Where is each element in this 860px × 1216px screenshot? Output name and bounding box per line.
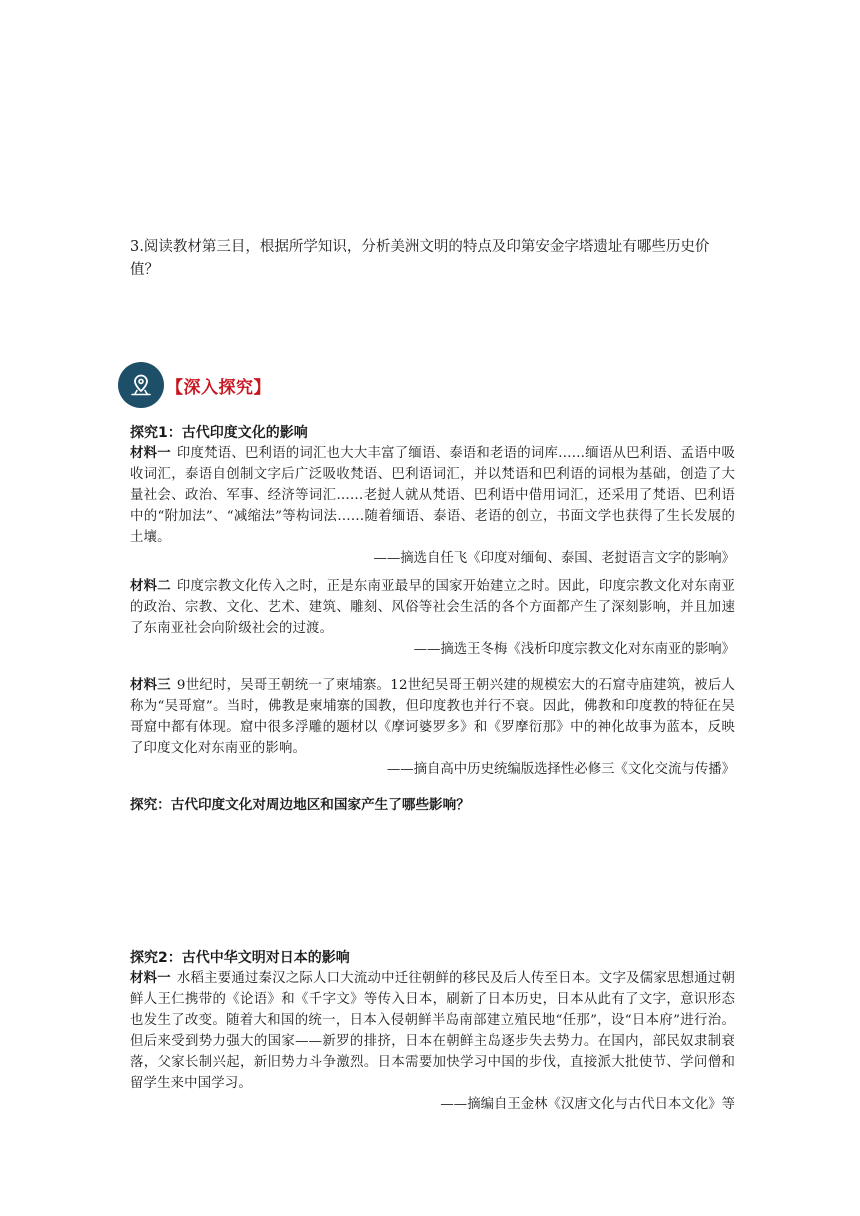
material-label: 材料一 (130, 971, 171, 986)
material-label: 材料一 (130, 446, 171, 461)
material-label: 材料三 (130, 678, 171, 693)
question-3: 3.阅读教材第三目，根据所学知识，分析美洲文明的特点及印第安金字塔遗址有哪些历史价值？ (130, 238, 710, 278)
material-source: ——摘选自任飞《印度对缅甸、泰国、老挝语言文字的影响》 (373, 551, 735, 566)
material-text: 印度宗教文化传入之时，正是东南亚最早的国家开始建立之时。因此，印度宗教文化对东南亚的政治、宗教、文化、艺术、建筑、雕刻、风俗等社会生活的各个方面都产生了深刻影响，并且加速了东南亚社会向阶级社会的过渡。 (130, 579, 736, 636)
section-banner (118, 361, 271, 409)
material-1-1 (130, 443, 735, 548)
explore-1-material-3 (130, 675, 735, 780)
material-2-1 (130, 968, 735, 1094)
explore-2 (130, 948, 735, 1115)
explore-2-heading: 探究2：古代中华文明对日本的影响 (130, 950, 350, 966)
explore-1 (130, 423, 735, 569)
explore-1-material-2 (130, 576, 735, 660)
material-source: ——摘编自王金林《汉唐文化与古代日本文化》等 (440, 1097, 735, 1112)
material-source: ——摘自高中历史统编版选择性必修三《文化交流与传播》 (386, 762, 735, 777)
material-label: 材料二 (130, 579, 171, 594)
material-text: 印度梵语、巴利语的词汇也大大丰富了缅语、泰语和老语的词库……缅语从巴利语、孟语中吸收词汇，泰语自创制文字后广泛吸收梵语、巴利语词汇，并以梵语和巴利语的词根为基础，创造了大量社会、政治、军事、经济等词汇……老挝人就从梵语、巴利语中借用词汇，还采用了梵语、巴利语中的“附加法”、“减缩法”等构词法……随着缅语、泰语、老语的创立，书面文学也获得了生长发展的土壤。 (130, 446, 735, 545)
explore-1-heading: 探究1：古代印度文化的影响 (130, 425, 308, 441)
material-text: 水稻主要通过秦汉之际人口大流动中迁往朝鲜的移民及后人传至日本。文字及儒家思想通过朝鲜人王仁携带的《论语》和《千字文》等传入日本，刷新了日本历史，日本从此有了文字，意识形态也发生了改变。随着大和国的统一，日本入侵朝鲜半岛南部建立殖民地“任那”，设“日本府”进行治。但后来受到势力强大的国家——新罗的排挤，日本在朝鲜主岛逐步失去势力。在国内，部民奴隶制衰落，父家长制兴起，新旧势力斗争激烈。日本需要加快学习中国的步伐，直接派大批使节、学问僧和留学生来中国学习。 (130, 971, 736, 1091)
explore-1-question-block (130, 795, 735, 815)
material-1-2 (130, 576, 735, 639)
map-pin-icon (128, 372, 154, 398)
section-badge (118, 362, 164, 408)
material-1-3 (130, 675, 735, 759)
material-source: ——摘选王冬梅《浅析印度宗教文化对东南亚的影响》 (413, 642, 735, 657)
explore-1-question: 探究：古代印度文化对周边地区和国家产生了哪些影响？ (130, 797, 470, 813)
material-text: 9世纪时，吴哥王朝统一了柬埔寨。12世纪吴哥王朝兴建的规模宏大的石窟寺庙建筑，被后人称为“吴哥窟”。当时，佛教是柬埔寨的国教，但印度教也并行不衰。因此，佛教和印度教的特征在吴哥窟中都有体现。窟中很多浮雕的题材以《摩诃婆罗多》和《罗摩衍那》中的神化故事为蓝本，反映了印度文化对东南亚的影响。 (130, 678, 735, 756)
section-title: 【深入探究】 (166, 377, 271, 398)
